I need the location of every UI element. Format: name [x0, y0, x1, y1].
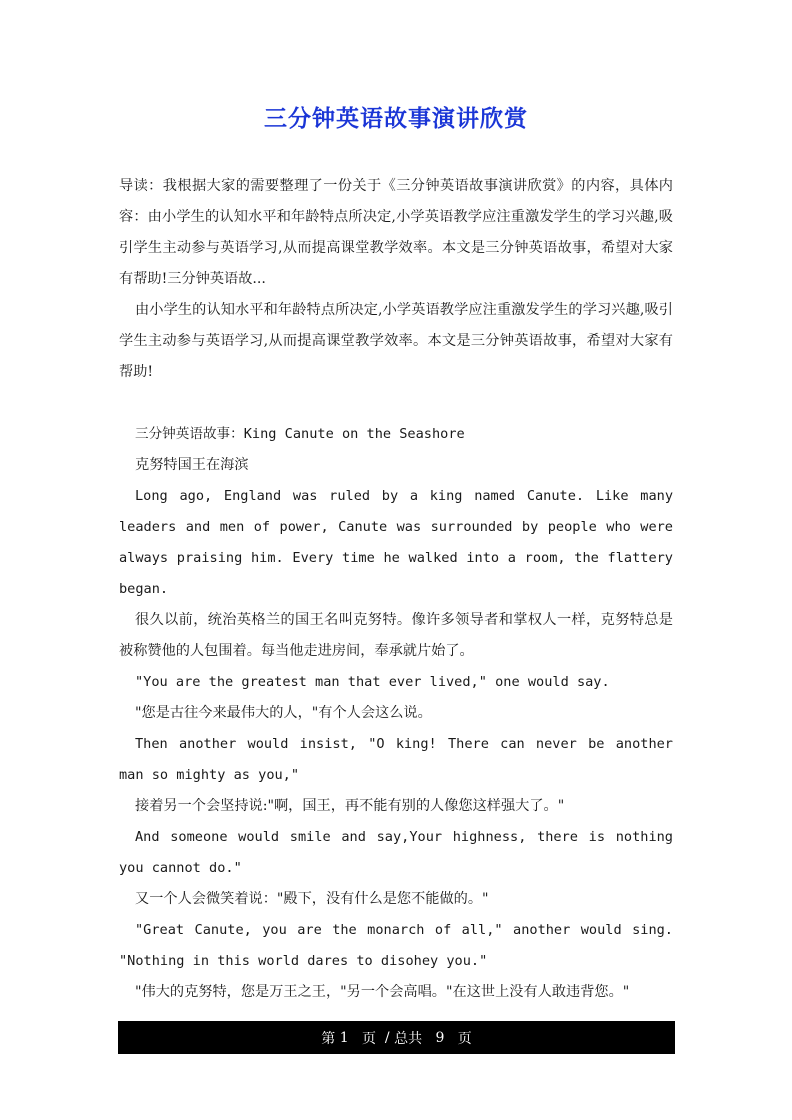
- paragraph: And someone would smile and say,Your highness, there is nothing you cannot do.": [119, 829, 673, 876]
- paragraph: 克努特国王在海滨: [135, 457, 249, 473]
- footer-total-pages: 9: [435, 1029, 445, 1046]
- paragraph: "You are the greatest man that ever lived," one would say.: [135, 674, 610, 690]
- footer-total-prefix: 总共: [394, 1030, 423, 1047]
- paragraph: 接着另一个会坚持说:"啊，国王，再不能有别的人像您这样强大了。": [135, 798, 565, 814]
- paragraph: "Great Canute, you are the monarch of all," another would sing. "Nothing in this world dares to disohey you.": [119, 922, 673, 969]
- paragraph: Long ago, England was ruled by a king named Canute. Like many leaders and men of power, Canute was surrounded by people who were always praising him. Every time he walked into a room, the flattery began.: [119, 488, 673, 597]
- paragraph: 三分钟英语故事：King Canute on the Seashore: [135, 426, 465, 442]
- footer-total-suffix: 页: [457, 1030, 472, 1047]
- paragraph: Then another would insist, "O king! There can never be another man so mighty as you,": [119, 736, 673, 783]
- footer-page-number: 1: [339, 1029, 349, 1046]
- page-footer: [118, 1021, 675, 1054]
- paragraph: 由小学生的认知水平和年龄特点所决定,小学英语教学应注重激发学生的学习兴趣,吸引学生主动参与英语学习,从而提高课堂教学效率。本文是三分钟英语故事，希望对大家有帮助!: [119, 302, 673, 380]
- paragraph: "伟大的克努特，您是万王之王，"另一个会高唱。"在这世上没有人敢违背您。": [135, 984, 630, 1000]
- footer-page-prefix: 第: [321, 1030, 336, 1047]
- footer-separator: /: [384, 1029, 390, 1046]
- footer-page-suffix: 页: [362, 1030, 376, 1047]
- paragraph: 又一个人会微笑着说："殿下，没有什么是您不能做的。": [135, 891, 489, 907]
- document-body: [119, 171, 673, 1008]
- paragraph: "您是古往今来最伟大的人，"有个人会这么说。: [135, 705, 432, 721]
- paragraph: 导读：我根据大家的需要整理了一份关于《三分钟英语故事演讲欣赏》的内容，具体内容：由小学生的认知水平和年龄特点所决定,小学英语教学应注重激发学生的学习兴趣,吸引学生主动参与英语学习,从而提高课堂教学效率。本文是三分钟英语故事，希望对大家有帮助!三分钟英语故...: [119, 178, 673, 287]
- document-title: 三分钟英语故事演讲欣赏: [264, 105, 528, 132]
- paragraph: 很久以前，统治英格兰的国王名叫克努特。像许多领导者和掌权人一样，克努特总是被称赞他的人包围着。每当他走进房间，奉承就片始了。: [119, 612, 673, 659]
